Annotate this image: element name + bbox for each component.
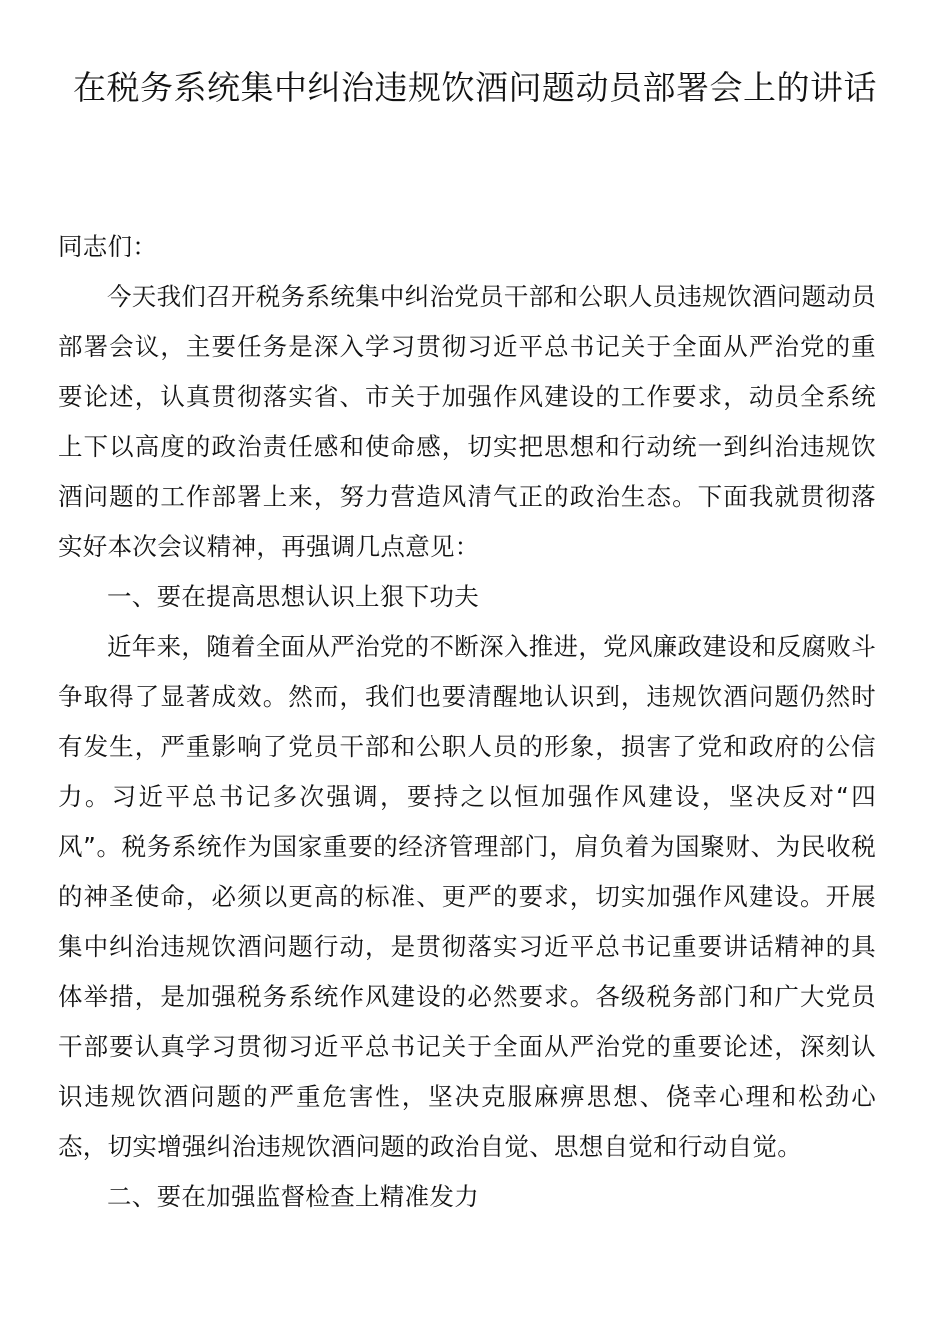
section-2-heading: 二、要在加强监督检查上精准发力: [107, 1182, 479, 1211]
section-1-heading: 一、要在提高思想认识上狠下功夫: [107, 582, 479, 611]
document-title: 在税务系统集中纠治违规饮酒问题动员部署会上的讲话: [73, 68, 877, 107]
intro-paragraph: 今天我们召开税务系统集中纠治党员干部和公职人员违规饮酒问题动员部署会议，主要任务是深入学习贯彻习近平总书记关于全面从严治党的重要论述，认真贯彻落实省、市关于加强作风建设的工作要求，动员全系统上下以高度的政治责任感和使命感，切实把思想和行动统一到纠治违规饮酒问题的工作部署上来，努力营造风清气正的政治生态。下面我就贯彻落实好本次会议精神，再强调几点意见：: [58, 282, 876, 561]
document-body: [58, 222, 876, 1222]
section-1-paragraph: 近年来，随着全面从严治党的不断深入推进，党风廉政建设和反腐败斗争取得了显著成效。然而，我们也要清醒地认识到，违规饮酒问题仍然时有发生，严重影响了党员干部和公职人员的形象，损害了党和政府的公信力。习近平总书记多次强调，要持之以恒加强作风建设，坚决反对“四风”。税务系统作为国家重要的经济管理部门，肩负着为国聚财、为民收税的神圣使命，必须以更高的标准、更严的要求，切实加强作风建设。开展集中纠治违规饮酒问题行动，是贯彻落实习近平总书记重要讲话精神的具体举措，是加强税务系统作风建设的必然要求。各级税务部门和广大党员干部要认真学习贯彻习近平总书记关于全面从严治党的重要论述，深刻认识违规饮酒问题的严重危害性，坚决克服麻痹思想、侥幸心理和松劲心态，切实增强纠治违规饮酒问题的政治自觉、思想自觉和行动自觉。: [58, 632, 876, 1161]
salutation: 同志们：: [58, 232, 158, 261]
